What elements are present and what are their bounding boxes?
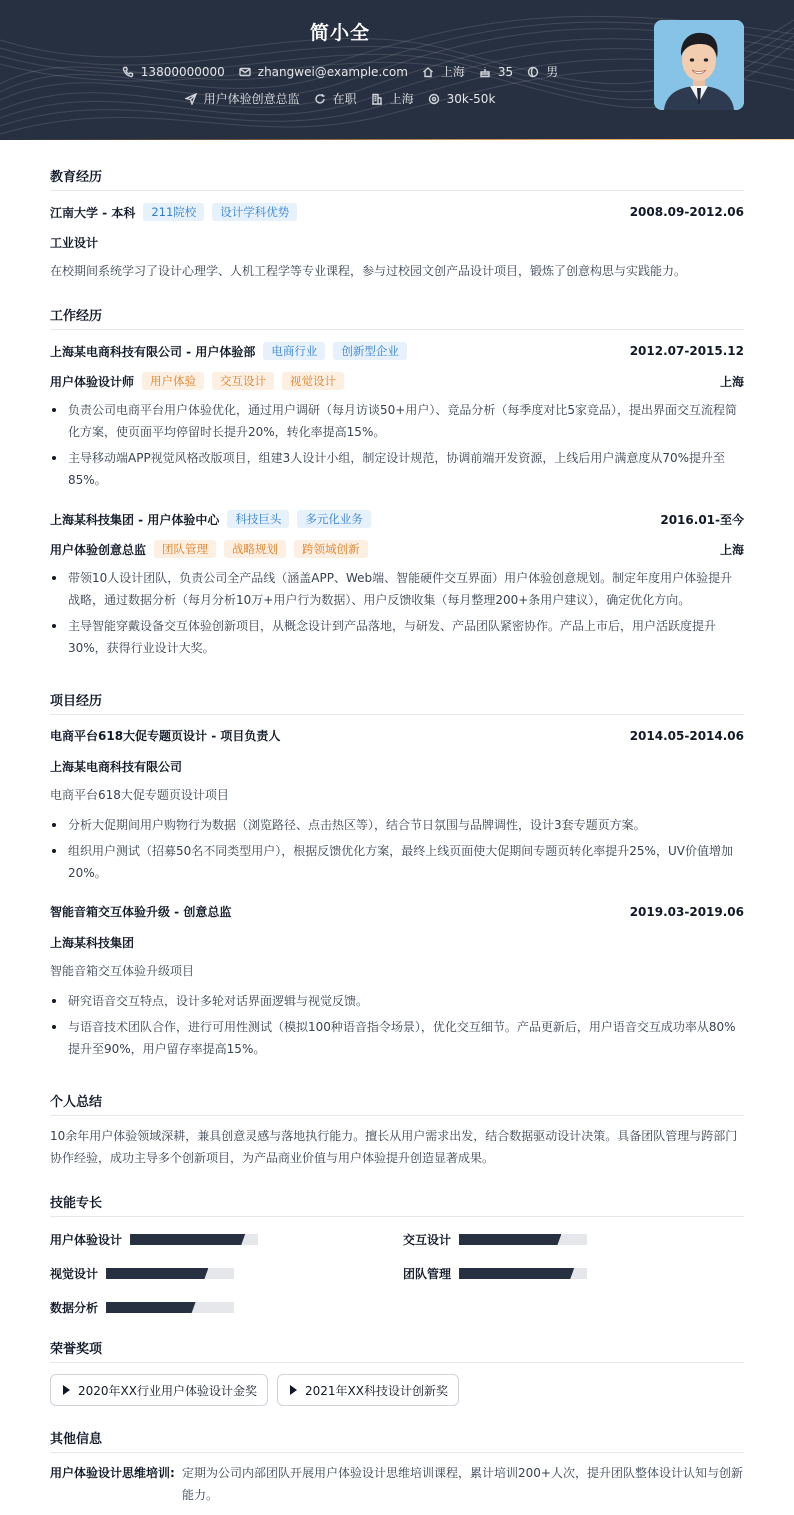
skill-name: 数据分析	[50, 1301, 99, 1315]
refresh-icon	[314, 93, 326, 105]
project-name: 智能音箱交互体验升级项目	[50, 964, 195, 978]
skill-item	[50, 1231, 258, 1248]
status-item	[314, 90, 357, 107]
coin-icon	[428, 93, 440, 105]
work-city: 上海	[719, 542, 744, 557]
company-tag: 多元化业务	[297, 510, 371, 528]
skill-name: 交互设计	[403, 1233, 452, 1247]
skill-item	[50, 1299, 234, 1316]
work-company-block	[50, 510, 371, 528]
project-dates: 2019.03-2019.06	[629, 904, 744, 919]
email-text: zhangwei@example.com	[257, 64, 408, 79]
section-title-summary: 个人总结	[50, 1091, 744, 1116]
work-bullet: 负责公司电商平台用户体验优化，通过用户调研（每月访谈50+用户）、竞品分析（每季度对比5家竞品），提出界面交互流程简化方案，使页面平均停留时长提升20%，转化率提高15%。	[50, 399, 744, 443]
education-tag: 设计学科优势	[212, 203, 297, 221]
project-header-row	[50, 903, 744, 920]
gender-icon	[527, 66, 539, 78]
phone-icon	[122, 66, 134, 78]
work-role-row	[50, 372, 744, 390]
candidate-name: 简小全	[309, 22, 370, 44]
role-tag: 跨领域创新	[294, 540, 368, 558]
project-bullet: 分析大促期间用户购物行为数据（浏览路径、点击热区等），结合节日氛围与品牌调性，设计3套专题页方案。	[50, 814, 744, 836]
salary-item	[428, 92, 496, 106]
location-item	[422, 63, 465, 80]
company-tag: 创新型企业	[333, 342, 407, 360]
skill-bar	[106, 1302, 234, 1313]
project-bullet: 研究语音交互特点，设计多轮对话界面逻辑与视觉反馈。	[50, 990, 744, 1012]
age-text: 35	[497, 64, 514, 79]
mail-icon	[239, 66, 251, 78]
education-header-row	[50, 203, 744, 221]
work-bullet: 带领10人设计团队，负责公司全产品线（涵盖APP、Web端、智能硬件交互界面）用户体验创意规划。制定年度用户体验提升战略，通过数据分析（每月分析10万+用户行为数据）、用户反馈收集（每月整理200+条用户建议），确定优化方向。	[50, 567, 744, 611]
target-title-text: 用户体验创意总监	[203, 92, 300, 106]
other-label: 用户体验设计思维培训:	[50, 1466, 175, 1480]
work-header-row	[50, 510, 744, 528]
skill-item	[403, 1265, 587, 1282]
company-tag: 科技巨头	[227, 510, 289, 528]
work-company: 上海某科技集团 - 用户体验中心	[50, 512, 220, 527]
salary-text: 30k-50k	[446, 91, 496, 106]
work-role: 用户体验设计师	[50, 374, 135, 389]
skill-name: 用户体验设计	[50, 1233, 123, 1247]
project-org: 上海某科技集团	[50, 936, 135, 950]
work-company: 上海某电商科技有限公司 - 用户体验部	[50, 344, 256, 359]
role-tag: 视觉设计	[282, 372, 344, 390]
work-header-row	[50, 342, 744, 360]
status-text: 在职	[332, 92, 357, 106]
role-tag: 战略规划	[224, 540, 286, 558]
work-role-block	[50, 372, 344, 390]
contact-row	[0, 63, 680, 80]
skill-item	[403, 1231, 587, 1248]
avatar	[654, 20, 744, 110]
award-item	[50, 1374, 268, 1406]
section-title-awards: 荣誉奖项	[50, 1338, 744, 1363]
work-dates: 2016.01-至今	[660, 512, 744, 527]
project-bullet: 组织用户测试（招募50名不同类型用户），根据反馈优化方案，最终上线页面使大促期间专题页转化率提升25%，UV价值增加20%。	[50, 840, 744, 884]
play-icon	[290, 1385, 297, 1395]
gender-item	[527, 63, 558, 80]
award-text: 2021年XX科技设计创新奖	[305, 1383, 448, 1398]
work-city: 上海	[719, 374, 744, 389]
summary-text: 10余年用户体验领域深耕，兼具创意灵感与落地执行能力。擅长从用户需求出发，结合数据驱动设计决策。具备团队管理与跨部门协作经验，成功主导多个创新项目，为产品商业价值与用户体验提升创造显著成果。	[50, 1129, 738, 1165]
skill-bar-fill	[130, 1234, 245, 1245]
education-tag: 211院校	[143, 203, 204, 221]
education-major: 工业设计	[50, 236, 99, 250]
skill-bar-fill	[459, 1234, 561, 1245]
work-bullet: 主导移动端APP视觉风格改版项目，组建3人设计小组，制定设计规范，协调前端开发资源，上线后用户满意度从70%提升至85%。	[50, 447, 744, 491]
work-bullet: 主导智能穿戴设备交互体验创新项目，从概念设计到产品落地，与研发、产品团队紧密协作。产品上市后，用户活跃度提升30%，获得行业设计大奖。	[50, 615, 744, 659]
work-role-row	[50, 540, 744, 558]
email-item	[239, 65, 408, 79]
project-title: 电商平台618大促专题页设计 - 项目负责人	[50, 729, 281, 743]
phone-item	[122, 65, 225, 79]
education-description: 在校期间系统学习了设计心理学、人机工程学等专业课程，参与过校园文创产品设计项目，锻炼了创意构思与实践能力。	[50, 264, 687, 278]
job-intent-row	[0, 90, 680, 107]
project-name: 电商平台618大促专题页设计项目	[50, 788, 229, 802]
target-city-item	[371, 90, 414, 107]
skill-bar	[106, 1268, 234, 1279]
play-icon	[63, 1385, 70, 1395]
award-text: 2020年XX行业用户体验设计金奖	[78, 1383, 257, 1398]
header-accent-bar	[0, 139, 794, 140]
work-company-block	[50, 342, 407, 360]
skill-bar-fill	[106, 1302, 196, 1313]
award-item	[277, 1374, 459, 1406]
age-item	[479, 65, 513, 79]
skill-item	[50, 1265, 234, 1282]
skill-name: 视觉设计	[50, 1267, 99, 1281]
project-bullet: 与语音技术团队合作，进行可用性测试（模拟100种语音指令场景），优化交互细节。产品更新后，用户语音交互成功率从80%提升至90%，用户留存率提高15%。	[50, 1016, 744, 1060]
role-tag: 交互设计	[212, 372, 274, 390]
education-school-block	[50, 203, 297, 221]
section-title-projects: 项目经历	[50, 690, 744, 715]
gender-text: 男	[546, 65, 559, 79]
role-tag: 用户体验	[142, 372, 204, 390]
company-tag: 电商行业	[263, 342, 325, 360]
project-org: 上海某电商科技有限公司	[50, 760, 183, 774]
work-dates: 2012.07-2015.12	[629, 344, 744, 358]
other-text: 定期为公司内部团队开展用户体验设计思维培训课程，累计培训200+人次，提升团队整体设计认知与创新能力。	[182, 1466, 743, 1502]
building-icon	[371, 93, 383, 105]
work-role-block	[50, 540, 368, 558]
section-title-work: 工作经历	[50, 305, 744, 330]
resume-header	[0, 0, 794, 140]
skill-bar	[459, 1234, 587, 1245]
location-text: 上海	[440, 65, 465, 79]
work-role: 用户体验创意总监	[50, 542, 147, 557]
skill-name: 团队管理	[403, 1267, 452, 1281]
home-icon	[422, 66, 434, 78]
skill-bar	[459, 1268, 587, 1279]
project-title: 智能音箱交互体验升级 - 创意总监	[50, 905, 232, 919]
project-dates: 2014.05-2014.06	[629, 728, 744, 743]
role-tag: 团队管理	[154, 540, 216, 558]
section-title-other: 其他信息	[50, 1428, 744, 1453]
target-title-item	[185, 90, 300, 107]
cake-icon	[479, 66, 491, 78]
skill-bar	[130, 1234, 258, 1245]
phone-text: 13800000000	[140, 64, 225, 79]
skill-bar-fill	[459, 1268, 574, 1279]
send-icon	[185, 93, 197, 105]
education-dates: 2008.09-2012.06	[629, 205, 744, 219]
project-header-row	[50, 727, 744, 744]
section-title-education: 教育经历	[50, 166, 744, 191]
section-title-skills: 技能专长	[50, 1192, 744, 1217]
education-school: 江南大学 - 本科	[50, 205, 136, 220]
skill-bar-fill	[106, 1268, 208, 1279]
target-city-text: 上海	[389, 92, 414, 106]
